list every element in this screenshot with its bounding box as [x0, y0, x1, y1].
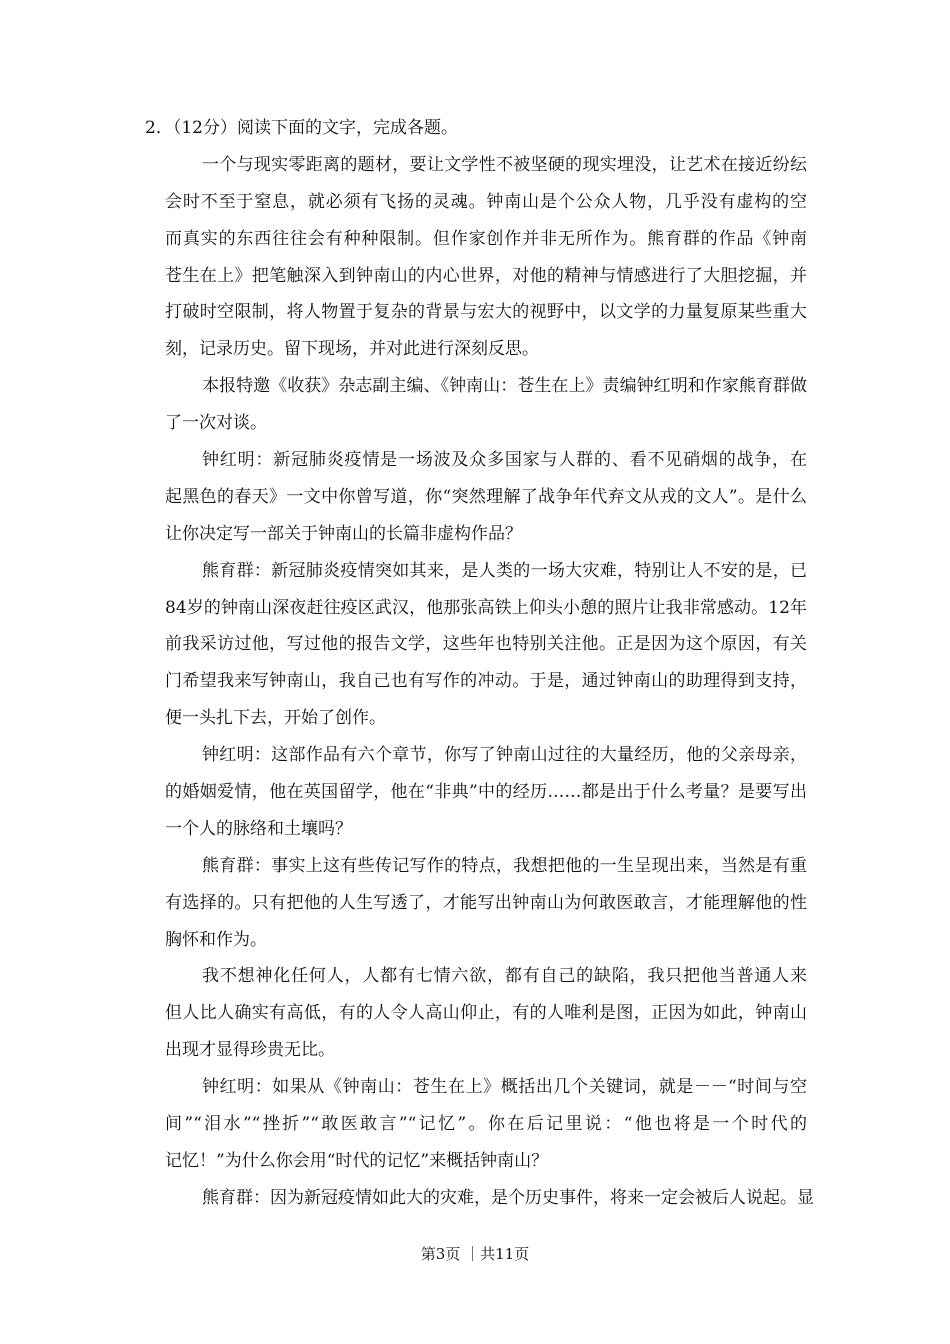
paragraph-line: 的婚姻爱情，他在英国留学，他在“非典”中的经历……都是出于什么考量？是要写出: [165, 782, 807, 803]
paragraph-line: 间”“泪水”“挫折”“敢医敢言”“记忆”。你在后记里说：“他也将是一个时代的: [165, 1114, 807, 1135]
paragraph: [145, 1069, 807, 1180]
paragraph-line: 一个与现实零距离的题材，要让文学性不被坚硬的现实埋没，让艺术在接近纷纭: [202, 154, 807, 175]
question-header: 2．（12分）阅读下面的文字，完成各题。: [145, 118, 458, 138]
paragraph-line: 起黑色的春天》一文中你曾写道，你“突然理解了战争年代弃文从戎的文人”。是什么: [165, 486, 807, 507]
paragraph-line: 我不想神化任何人，人都有七情六欲，都有自己的缺陷，我只把他当普通人来: [202, 966, 807, 987]
paragraph: [145, 442, 807, 553]
paragraph-line: 熊育群：因为新冠疫情如此大的灾难，是个历史事件，将来一定会被后人说起。显: [202, 1187, 814, 1208]
paragraph: [145, 737, 807, 848]
paragraph-line: 打破时空限制，将人物置于复杂的背景与宏大的视野中，以文学的力量复原某些重大: [165, 302, 807, 323]
paragraph-line: 门希望我来写钟南山，我自己也有写作的冲动。于是，通过钟南山的助理得到支持，: [165, 671, 807, 692]
paragraph-line: 本报特邀《收获》杂志副主编、《钟南山：苍生在上》责编钟红明和作家熊育群做: [202, 376, 807, 397]
paragraph-line: 出现才显得珍贵无比。: [165, 1040, 335, 1061]
paragraph-line: 钟红明：如果从《钟南山：苍生在上》概括出几个关键词，就是－－“时间与空: [202, 1077, 807, 1098]
paragraph: [145, 147, 807, 368]
paragraph: [145, 1180, 814, 1217]
page-footer: 第3页 ｜共11页: [420, 1245, 530, 1263]
paragraph-line: 让你决定写一部关于钟南山的长篇非虚构作品？: [165, 523, 522, 544]
paragraph-line: 胸怀和作为。: [165, 929, 267, 950]
paragraph-line: 钟红明：新冠肺炎疫情是一场波及众多国家与人群的、看不见硝烟的战争，在: [202, 450, 807, 471]
paragraph-line: 前我采访过他，写过他的报告文学，这些年也特别关注他。正是因为这个原因，有关: [165, 634, 807, 655]
paragraph: [145, 368, 807, 442]
paragraph-line: 钟红明：这部作品有六个章节，你写了钟南山过往的大量经历，他的父亲母亲，: [202, 745, 807, 766]
paragraph: [145, 958, 807, 1069]
paragraph-line: 刻，记录历史。留下现场，并对此进行深刻反思。: [165, 339, 539, 360]
passage: [145, 147, 814, 1217]
paragraph-line: 会时不至于窒息，就必须有飞扬的灵魂。钟南山是个公众人物，几乎没有虚构的空: [165, 191, 807, 212]
document-body: [145, 110, 814, 1217]
paragraph-line: 苍生在上》把笔触深入到钟南山的内心世界，对他的精神与情感进行了大胆挖掘，并: [165, 265, 807, 286]
paragraph-line: 但人比人确实有高低，有的人令人高山仰止，有的人唯利是图，正因为如此，钟南山: [165, 1003, 807, 1024]
paragraph-line: 而真实的东西往往会有种种限制。但作家创作并非无所作为。熊育群的作品《钟南: [165, 228, 807, 249]
paragraph-line: 记忆！”为什么你会用“时代的记忆”来概括钟南山？: [165, 1150, 549, 1171]
paragraph-line: 了一次对谈。: [165, 413, 267, 434]
paragraph-line: 熊育群：新冠肺炎疫情突如其来，是人类的一场大灾难，特别让人不安的是，已: [202, 560, 807, 581]
paragraph-line: 有选择的。只有把他的人生写透了，才能写出钟南山为何敢医敢言，才能理解他的性: [165, 892, 807, 913]
paragraph-line: 84岁的钟南山深夜赶往疫区武汉，他那张高铁上仰头小憩的照片让我非常感动。12年: [165, 597, 807, 618]
paragraph-line: 一个人的脉络和土壤吗？: [165, 818, 352, 839]
paragraph: [145, 553, 807, 737]
paragraph: [145, 848, 807, 959]
paragraph-line: 熊育群：事实上这有些传记写作的特点，我想把他的一生呈现出来，当然是有重: [202, 855, 807, 876]
paragraph-line: 便一头扎下去，开始了创作。: [165, 708, 386, 729]
